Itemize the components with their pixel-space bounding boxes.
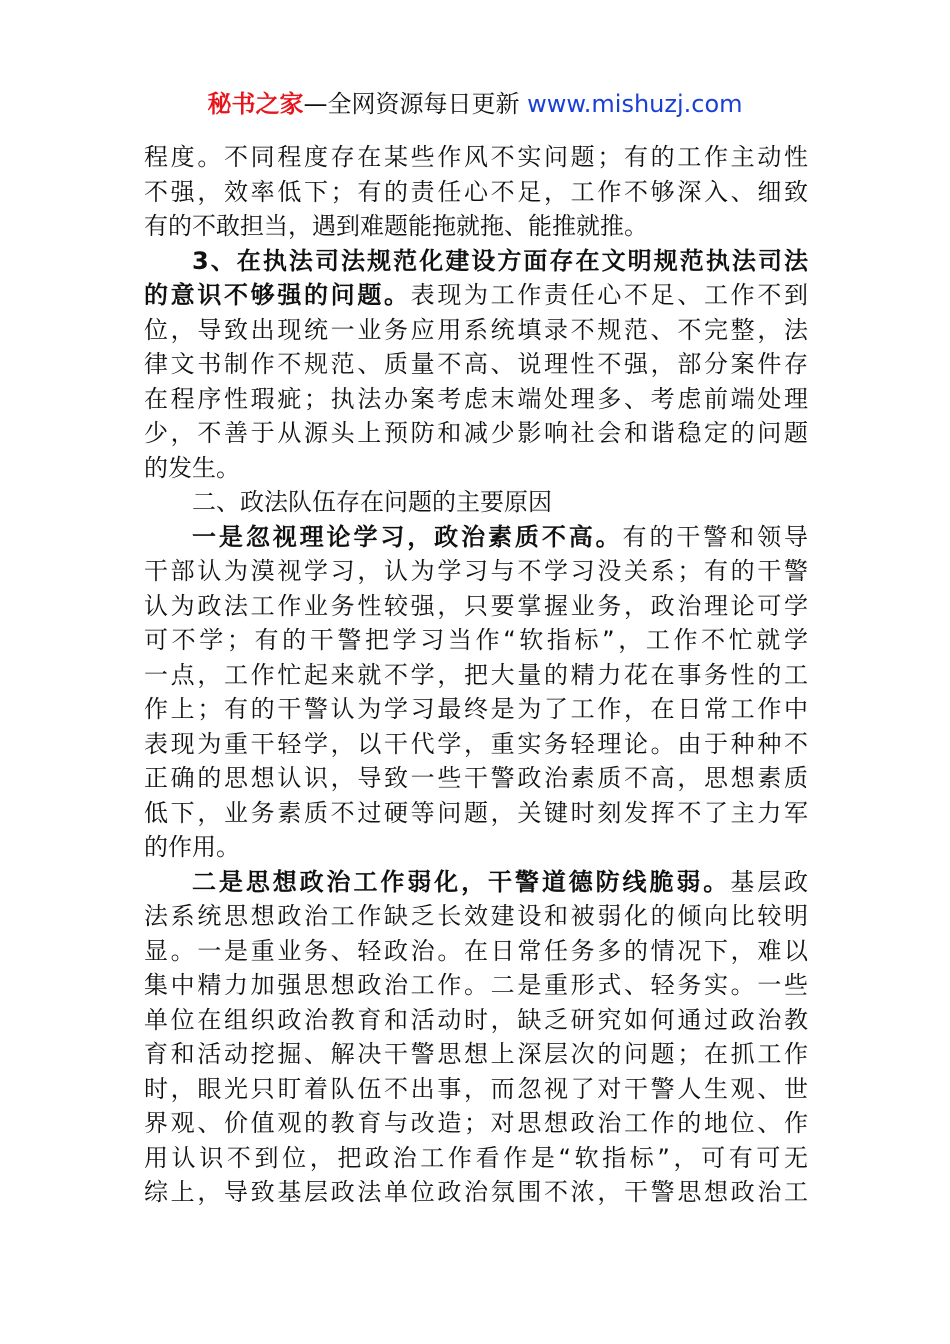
text-line: 时，眼光只盯着队伍不出事，而忽视了对干警人生观、世 (144, 1074, 808, 1103)
header-tagline: 全网资源每日更新 (327, 90, 520, 118)
text-line: 一点，工作忙起来就不学，把大量的精力花在事务性的工 (144, 660, 808, 689)
bold-heading: 3、在执法司法规范化建设方面存在文明规范执法司法 (192, 246, 808, 275)
text-line: 律文书制作不规范、质量不高、说理性不强，部分案件存 (144, 350, 808, 378)
paragraph (144, 244, 808, 486)
text-line: 综上，导致基层政法单位政治氛围不浓，干警思想政治工 (144, 1178, 808, 1206)
text-line: 一是忽视理论学习，政治素质不高。有的干警和领导 (192, 522, 808, 551)
text-line: 育和活动挖掘、解决干警思想上深层次的问题；在抓工作 (144, 1040, 808, 1068)
section-heading (144, 485, 808, 520)
document-body (144, 140, 808, 1210)
text-line: 用认识不到位，把政治工作看作是“软指标”，可有可无 (144, 1143, 808, 1172)
text-line: 的发生。 (144, 453, 240, 482)
text-line: 正确的思想认识，导致一些干警政治素质不高，思想素质 (144, 764, 808, 792)
text-line: 可不学；有的干警把学习当作“软指标”，工作不忙就学 (144, 626, 808, 654)
text-line: 作上；有的干警认为学习最终是为了工作，在日常工作中 (144, 695, 808, 723)
bold-heading: 二是思想政治工作弱化，干警道德防线脆弱。 (192, 867, 731, 896)
paragraph (144, 140, 808, 244)
text-line: 程度。不同程度存在某些作风不实问题；有的工作主动性 (144, 143, 808, 171)
text-line: 表现为重干轻学，以干代学，重实务轻理论。由于种种不 (144, 729, 808, 758)
text-line: 的意识不够强的问题。表现为工作责任心不足、工作不到 (144, 281, 808, 309)
text-line: 二是思想政治工作弱化，干警道德防线脆弱。基层政 (192, 867, 808, 896)
header-dash: — (303, 90, 328, 118)
text-line: 位，导致出现统一业务应用系统填录不规范、不完整，法 (144, 315, 808, 344)
text-line: 二、政法队伍存在问题的主要原因 (192, 488, 552, 516)
text-line: 显。一是重业务、轻政治。在日常任务多的情况下，难以 (144, 936, 808, 965)
site-brand: 秘书之家 (207, 90, 304, 118)
text-line: 低下，业务素质不过硬等问题，关键时刻发挥不了主力军 (144, 798, 808, 827)
text-line: 干部认为漠视学习，认为学习与不学习没关系；有的干警 (144, 557, 808, 585)
text-line: 有的不敢担当，遇到难题能拖就拖、能推就推。 (144, 212, 648, 240)
text-line (144, 244, 808, 279)
text-line: 集中精力加强思想政治工作。二是重形式、轻务实。一些 (144, 971, 808, 999)
text-line: 的作用。 (144, 833, 240, 861)
text-line: 不强，效率低下；有的责任心不足，工作不够深入、细致 (144, 177, 808, 206)
bold-heading: 的意识不够强的问题。 (144, 281, 411, 309)
text-line: 认为政法工作业务性较强，只要掌握业务，政治理论可学 (144, 591, 808, 620)
text-line: 法系统思想政治工作缺乏长效建设和被弱化的倾向比较明 (144, 902, 808, 930)
paragraph (144, 520, 808, 865)
text-line: 在程序性瑕疵；执法办案考虑末端处理多、考虑前端处理 (144, 384, 808, 413)
text-line: 单位在组织政治教育和活动时，缺乏研究如何通过政治教 (144, 1005, 808, 1034)
site-header (0, 88, 950, 120)
text-line: 少，不善于从源头上预防和减少影响社会和谐稳定的问题 (144, 419, 808, 447)
text-line: 界观、价值观的教育与改造；对思想政治工作的地位、作 (144, 1109, 808, 1137)
paragraph (144, 865, 808, 1210)
site-url-link[interactable]: www.mishuzj.com (527, 90, 743, 118)
bold-heading: 一是忽视理论学习，政治素质不高。 (192, 522, 623, 551)
